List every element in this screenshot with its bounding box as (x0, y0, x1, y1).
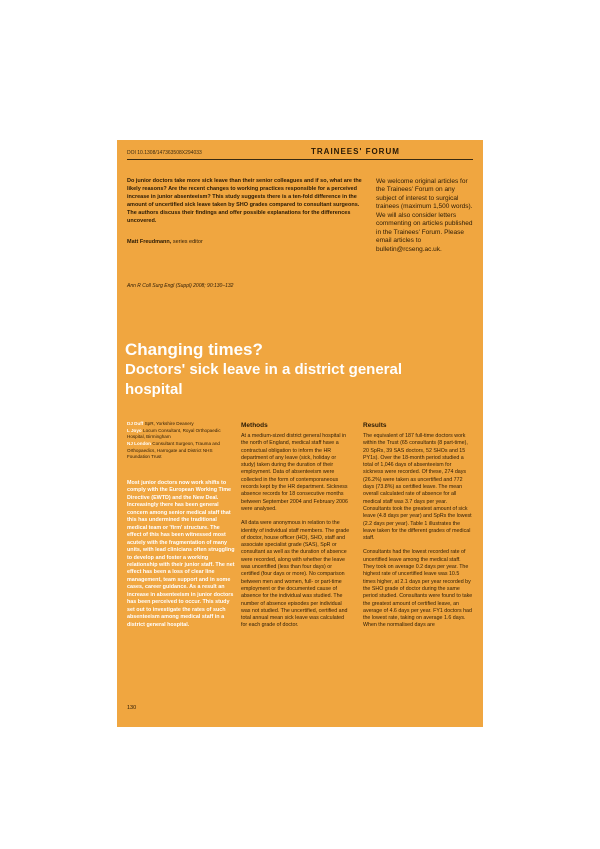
author-affiliation: Locum Consultant, Royal Orthopaedic Hospital, Birmingham (127, 427, 221, 440)
article-title-main: Changing times? (125, 340, 263, 359)
editor-name: Matt Freudmann, (127, 239, 172, 245)
author-item (127, 421, 235, 428)
submission-note: We welcome original articles for the Trainees' Forum on any subject of interest to surgical trainees (maximum 1,500 words). We will also consider letters commenting on articles published in the Trainees' Forum. Please email articles to bulletin@rcseng.ac.uk. (376, 178, 473, 253)
author-item (127, 441, 235, 461)
results-column (363, 422, 473, 637)
author-affiliation: Consultant Surgeon, Trauma and Orthopaedics, Harrogate and District NHS Foundation Trust (127, 440, 220, 460)
methods-heading: Methods (241, 422, 268, 429)
methods-paragraph: At a medium-sized district general hospital in the north of England, medical staff have a contractual obligation to inform the HR department of any leave (sick, holiday or study) taken during the duration of their employment. Data of absenteeism were collected in the form of contemporaneous records kept by the HR department. Sickness absence records for 18 consecutive months between September 2004 and February 2006 were analysed. (241, 432, 348, 512)
journal-citation: Ann R Coll Surg Engl (Suppl) 2008; 90:130–132 (127, 283, 234, 289)
author-name: L Joyo (127, 427, 142, 433)
article-page (117, 140, 483, 727)
methods-column (241, 422, 351, 637)
article-title-sub: Doctors' sick leave in a district general hospital (125, 361, 403, 398)
author-list (127, 421, 235, 461)
author-affiliation: SpR, Yorkshire Deanery (143, 421, 194, 426)
results-heading: Results (363, 422, 387, 429)
author-item (127, 428, 235, 441)
page-number: 130 (127, 705, 137, 711)
header-rule (127, 159, 473, 160)
series-editor (127, 239, 203, 245)
results-paragraph: The equivalent of 187 full-time doctors work within the Trust (65 consultants (8 part-time), 20 SpRs, 39 SAS doctors, 52 SHOs and 15 PY1s). Over the 18-month period studied a total of 1,046 days of absenteeism for sickness were recorded. Of these, 274 days (26.2%) were taken as uncertified and 772 days (73.8%) as certified leave. The mean overall calculated rate of absence for all medical staff was 3.7 days per year. Consultants took the greatest amount of sick leave (4.8 days per year) and SpRs the lowest (2.2 days per year). Table 1 illustrates the leave taken for the different grades of medical staff. (363, 432, 472, 542)
section-title: TRAINEES' FORUM (311, 147, 400, 156)
author-name: DJ Duff (127, 421, 144, 426)
results-paragraph: Consultants had the lowest recorded rate of uncertified leave among the medical staff. They took on average 0.2 days per year. The highest rate of uncertified leave was 10.5 times higher, at 2.1 days per year recorded by the SHO grade of doctor during the same period studied. Consultants were found to take the greatest amount of certified leave, an average of 4.6 days per year. FY1 doctors had the lowest rate, taking on average 1.6 days. When the normalised days are (363, 549, 473, 629)
editor-role: series editor (171, 239, 203, 245)
doi: DOI 10.1308/147363508X294033 (127, 150, 202, 156)
editor-intro: Do junior doctors take more sick leave than their senior colleagues and if so, what are the likely reasons? Are the recent changes to working practices responsible for a perceived increase in junior absenteeism? This study suggests there is a ten-fold difference in the amount of uncertified sick leave taken by SHO grades compared to consultant surgeons. The authors discuss their findings and offer possible explanations for the differences uncovered. (127, 178, 362, 224)
abstract: Most junior doctors now work shifts to comply with the European Working Time Directive (EWTD) and the New Deal. Increasingly there has been general concern among senior medical staff that this has undermined the traditional medical team or 'firm' structure. The effect of this has been witnessed most acutely with the fragmentation of many units, with lead clinicians often struggling to develop and foster a working relationship with their junior staff. The net effect has been a loss of clear line management, team support and in some cases, career guidance. As a result an increase in absenteeism in junior doctors has been perceived to occur. This study set out to investigate the rates of such absenteeism among medical staff in a district general hospital. (127, 480, 235, 628)
methods-paragraph: All data were anonymous in relation to the identity of individual staff members. The grade of doctor, house officer (HO), SHO, staff and associate specialist grade (SAS), SpR or consultant as well as the duration of absence were recorded, along with whether the leave was uncertified (less than four days) or certified (four days or more). No comparison between men and women, full- or part-time employment or the documented cause of absence for the individual was studied. The number of absence episodes per individual was not studied. The uncertified, certified and total annual mean sick leave was calculated for each grade of doctor. (241, 520, 350, 629)
author-name: NJ London (127, 440, 151, 446)
